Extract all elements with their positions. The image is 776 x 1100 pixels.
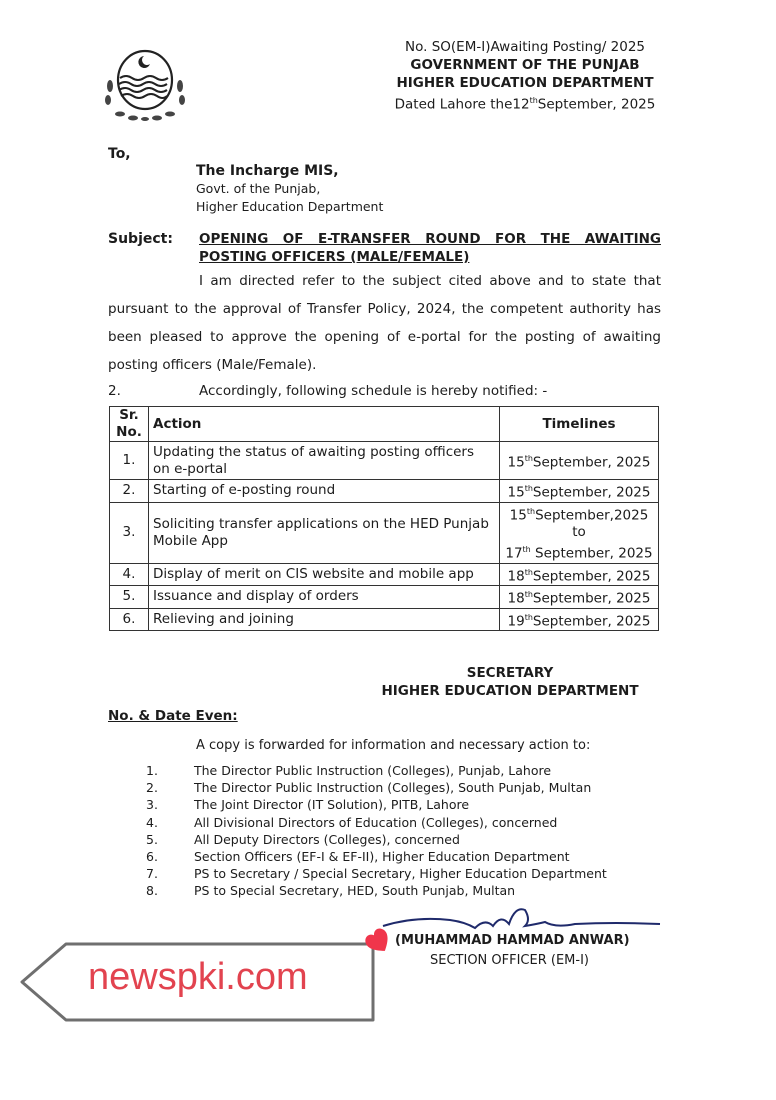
recipient-address — [196, 162, 383, 216]
subject-line1: OPENING OF E-TRANSFER ROUND FOR THE AWAITING — [199, 231, 661, 247]
table-row — [110, 586, 659, 609]
handwritten-signature — [375, 900, 665, 936]
government-name: GOVERNMENT OF THE PUNJAB — [410, 57, 640, 73]
letterhead — [385, 38, 665, 114]
subject-line2: POSTING OFFICERS (MALE/FEMALE) — [199, 249, 470, 265]
header-action: Action — [149, 407, 500, 442]
list-item: 6. Section Officers (EF-I & EF-II), Higher Education Department — [146, 849, 570, 865]
table-row — [110, 480, 659, 503]
paragraph-text: I am directed refer to the subject cited above and to state that pursuant to the approval of Transfer Policy, 2024, the competent authority has been pleased to approve the opening of e-portal for the posting of awaiting posting officers (Male/Female). — [108, 273, 661, 373]
secretary-title: SECRETARY — [466, 665, 554, 681]
date-prefix: Dated Lahore the12 — [394, 96, 530, 113]
row-action: Starting of e-posting round — [149, 480, 500, 503]
table-header-row — [110, 407, 659, 442]
schedule-table — [109, 406, 659, 631]
letter-date — [385, 92, 665, 114]
secretary-block — [370, 664, 650, 700]
list-item: 8. PS to Special Secretary, HED, South Punjab, Multan — [146, 883, 516, 899]
endorsement-intro: A copy is forwarded for information and necessary action to: — [196, 738, 591, 753]
table-row — [110, 608, 659, 631]
row-sr: 4. — [110, 563, 149, 586]
recipient-line1: Govt. of the Punjab, — [196, 181, 321, 196]
copy-list — [146, 762, 607, 900]
date-suffix: September, 2025 — [537, 96, 656, 113]
paragraph-2-text: Accordingly, following schedule is hereby notified: - — [199, 383, 548, 399]
row-sr: 3. — [110, 502, 149, 563]
date-sup: th — [529, 96, 538, 105]
secretary-department: HIGHER EDUCATION DEPARTMENT — [381, 683, 639, 699]
heart-icon — [363, 926, 393, 956]
table-row — [110, 502, 659, 563]
to-label: To, — [108, 146, 131, 162]
list-item: 7. PS to Secretary / Special Secretary, Higher Education Department — [146, 866, 607, 882]
body-paragraph — [108, 267, 661, 379]
row-action: Display of merit on CIS website and mobile app — [149, 563, 500, 586]
endorsement-heading: No. & Date Even: — [108, 708, 238, 724]
list-item: 5. All Deputy Directors (Colleges), concerned — [146, 831, 460, 847]
signatory-title: SECTION OFFICER (EM-I) — [430, 953, 589, 968]
row-timeline: 19thSeptember, 2025 — [500, 608, 659, 631]
reference-number: No. SO(EM-I)Awaiting Posting/ 2025 — [405, 39, 645, 55]
row-timeline: 18thSeptember, 2025 — [500, 586, 659, 609]
list-item: 1. The Director Public Instruction (Colleges), Punjab, Lahore — [146, 763, 552, 778]
recipient-line2: Higher Education Department — [196, 199, 384, 214]
row-sr: 5. — [110, 586, 149, 609]
row-timeline: 15thSeptember, 2025 — [500, 480, 659, 503]
list-item: 2. The Director Public Instruction (Colleges), South Punjab, Multan — [146, 780, 592, 796]
row-action: Updating the status of awaiting posting officers on e-portal — [149, 442, 500, 480]
department-name: HIGHER EDUCATION DEPARTMENT — [396, 75, 654, 91]
row-action: Soliciting transfer applications on the HED Punjab Mobile App — [149, 502, 500, 563]
row-action: Issuance and display of orders — [149, 586, 500, 609]
row-timeline: 18thSeptember, 2025 — [500, 563, 659, 586]
header-timelines: Timelines — [500, 407, 659, 442]
row-sr: 2. — [110, 480, 149, 503]
row-timeline: 15thSeptember, 2025 — [500, 442, 659, 480]
list-item: 4. All Divisional Directors of Education (Colleges), concerned — [146, 814, 558, 830]
list-item: 3. The Joint Director (IT Solution), PITB, Lahore — [146, 797, 470, 813]
header-sr-no: Sr. No. — [110, 407, 149, 442]
table-row — [110, 563, 659, 586]
recipient-name: The Incharge MIS, — [196, 163, 339, 179]
table-row — [110, 442, 659, 480]
signatory-name: (MUHAMMAD HAMMAD ANWAR) — [395, 933, 630, 948]
row-sr: 1. — [110, 442, 149, 480]
subject-label: Subject: — [108, 231, 173, 247]
row-timeline: 15thSeptember,2025 to 17th September, 2025 — [500, 502, 659, 563]
row-sr: 6. — [110, 608, 149, 631]
paragraph-2-number: 2. — [108, 383, 121, 399]
watermark-text: newspki.com — [88, 956, 308, 998]
row-action: Relieving and joining — [149, 608, 500, 631]
punjab-emblem-logo — [100, 44, 190, 124]
